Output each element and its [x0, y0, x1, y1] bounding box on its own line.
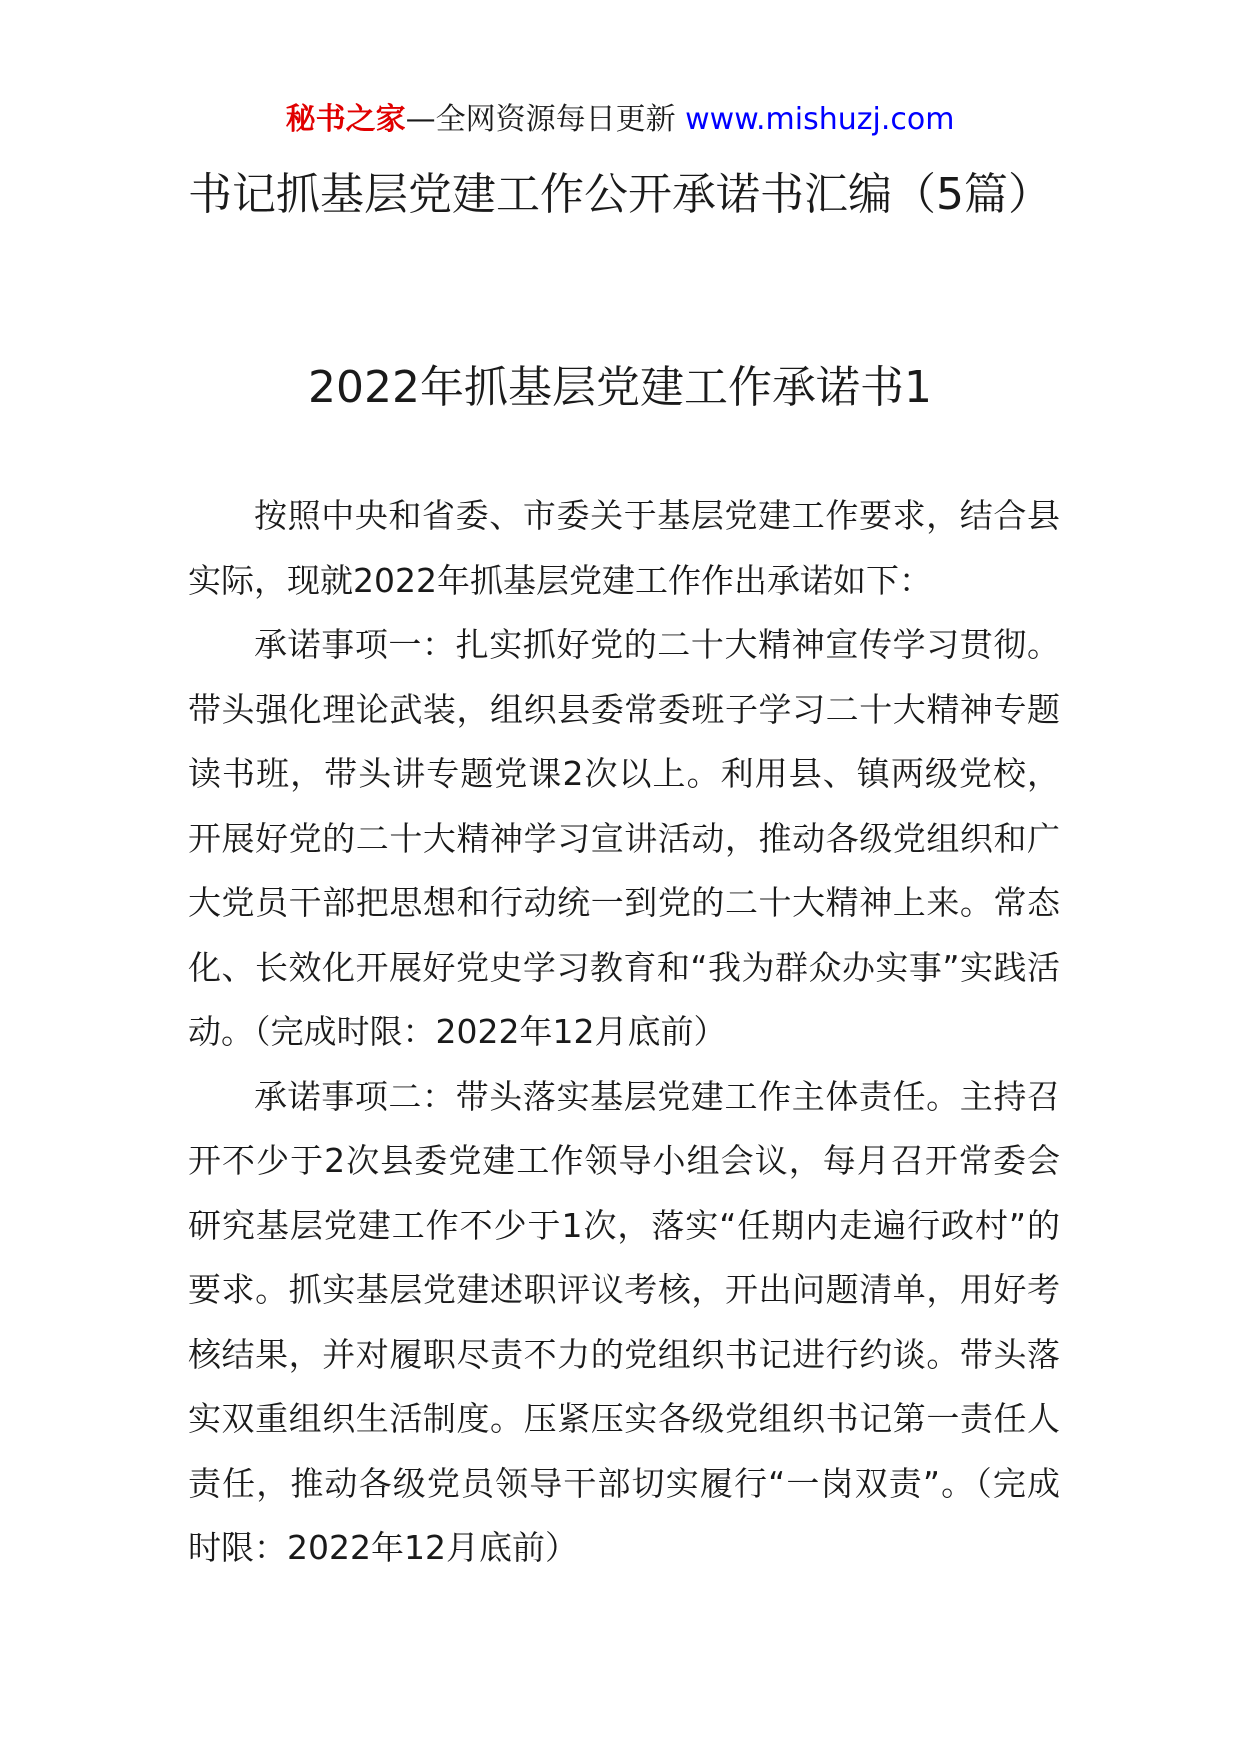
section-title: 2022年抓基层党建工作承诺书1 [308, 362, 932, 413]
document-title: 书记抓基层党建工作公开承诺书汇编（5篇） [188, 169, 1052, 220]
site-url-link[interactable]: www.mishuzj.com [685, 102, 955, 137]
brand-name: 秘书之家 [285, 102, 406, 137]
intro-paragraph: 按照中央和省委、市委关于基层党建工作要求，结合县实际，现就2022年抓基层党建工作作出承诺如下： [188, 496, 1060, 600]
site-header [0, 100, 1240, 140]
commitment-item-2-paragraph: 承诺事项二：带头落实基层党建工作主体责任。主持召开不少于2次县委党建工作领导小组会议，每月召开常委会研究基层党建工作不少于1次，落实“任期内走遍行政村”的要求。抓实基层党建述职评议考核，开出问题清单，用好考核结果，并对履职尽责不力的党组织书记进行约谈。带头落实双重组织生活制度。压紧压实各级党组织书记第一责任人责任，推动各级党员领导干部切实履行“一岗双责”。（完成时限：2022年12月底前） [188, 1076, 1060, 1567]
document-body [188, 484, 1060, 1581]
header-tagline: —全网资源每日更新 [405, 102, 676, 137]
commitment-item-1-paragraph: 承诺事项一：扎实抓好党的二十大精神宣传学习贯彻。带头强化理论武装，组织县委常委班子学习二十大精神专题读书班，带头讲专题党课2次以上。利用县、镇两级党校，开展好党的二十大精神学习宣讲活动，推动各级党组织和广大党员干部把思想和行动统一到党的二十大精神上来。常态化、长效化开展好党史学习教育和“我为群众办实事”实践活动。（完成时限：2022年12月底前） [188, 625, 1060, 1051]
